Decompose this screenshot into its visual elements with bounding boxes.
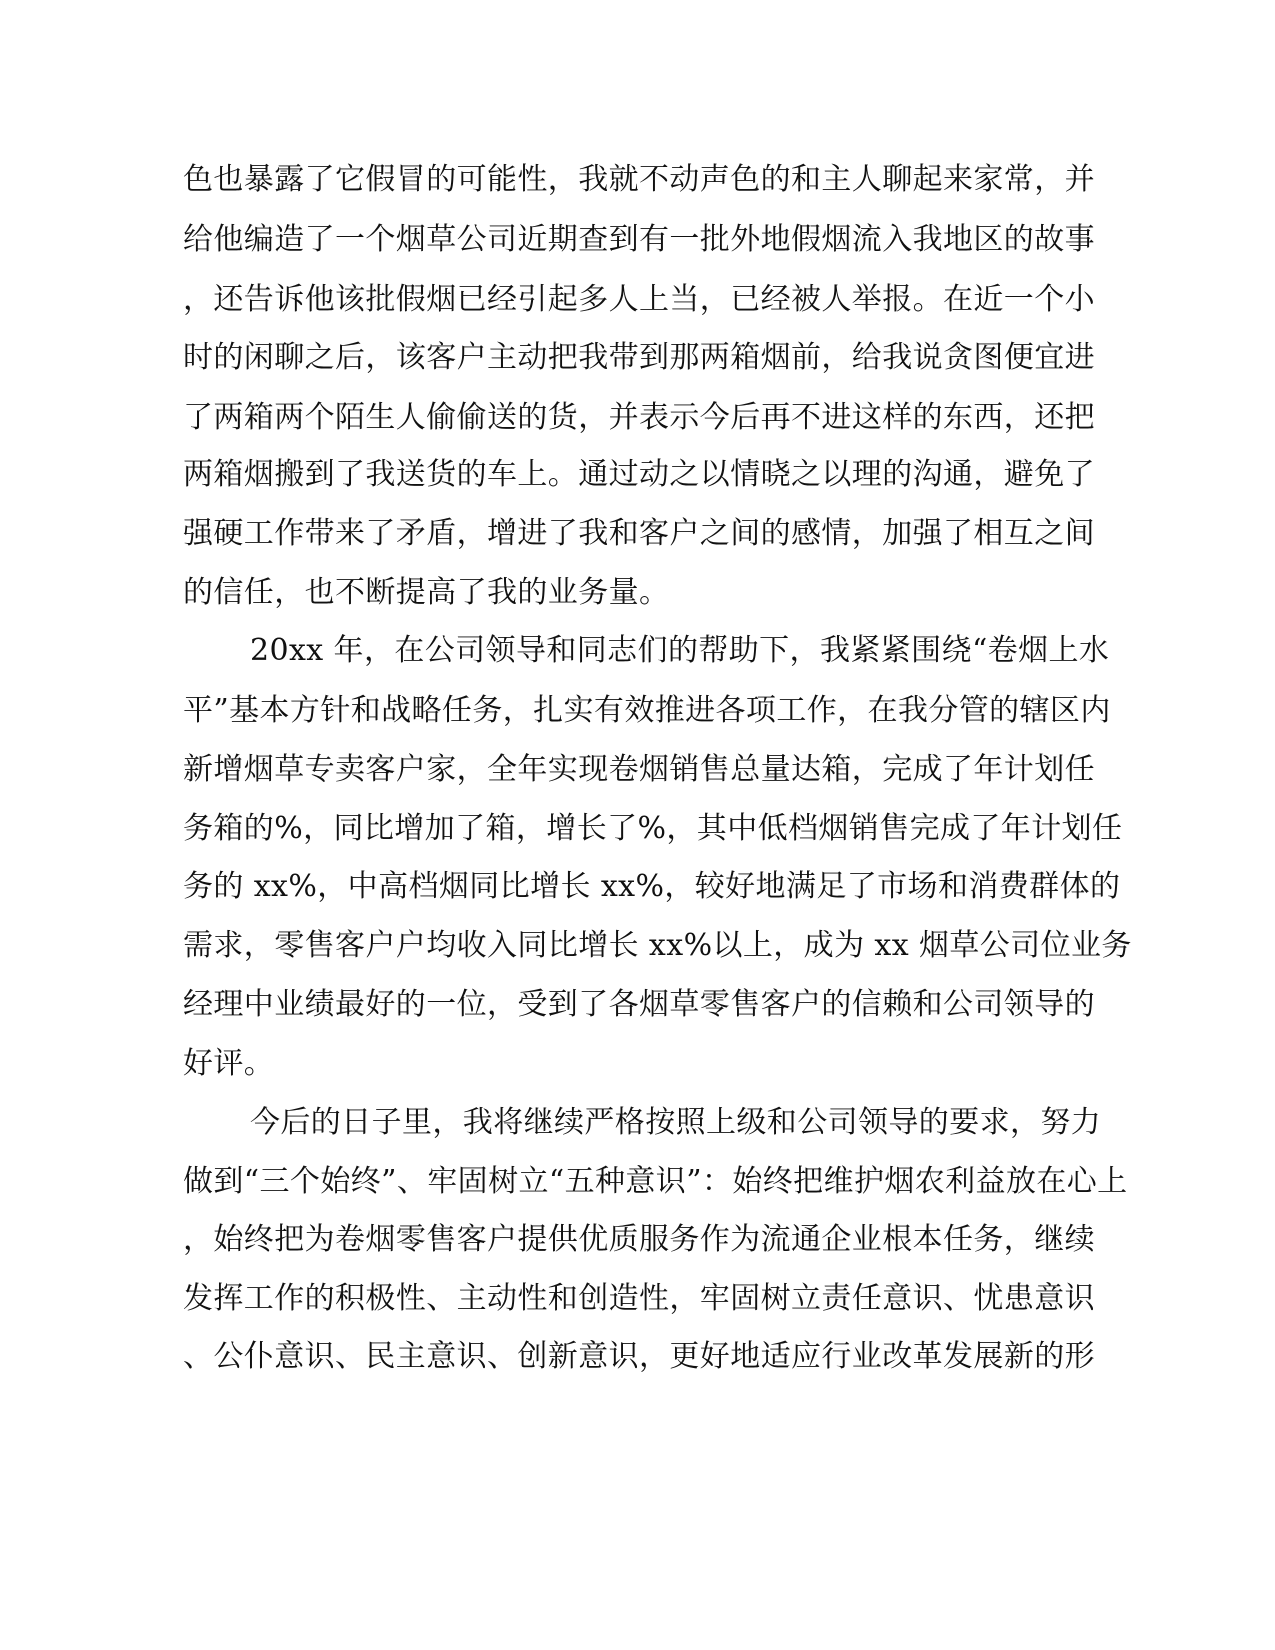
text-line: ，还告诉他该批假烟已经引起多人上当，已经被人举报。在近一个小	[183, 282, 1095, 317]
text-line: 平”基本方针和战略任务，扎实有效推进各项工作，在我分管的辖区内	[183, 693, 1111, 728]
text-line: 的信任，也不断提高了我的业务量。	[183, 575, 670, 610]
paragraph-first-line: 今后的日子里，我将继续严格按照上级和公司领导的要求，努力	[250, 1105, 1102, 1140]
text-line: 做到“三个始终”、牢固树立“五种意识”：始终把维护烟农利益放在心上	[183, 1164, 1128, 1199]
text-line: 务的 xx%，中高档烟同比增长 xx%，较好地满足了市场和消费群体的	[183, 869, 1121, 904]
text-line: 色也暴露了它假冒的可能性，我就不动声色的和主人聊起来家常，并	[183, 162, 1095, 197]
text-line: 了两箱两个陌生人偷偷送的货，并表示今后再不进这样的东西，还把	[183, 400, 1095, 435]
text-line: 务箱的%，同比增加了箱，增长了%，其中低档烟销售完成了年计划任	[183, 811, 1123, 846]
text-line: 时的闲聊之后，该客户主动把我带到那两箱烟前，给我说贪图便宜进	[183, 340, 1095, 375]
text-line: 给他编造了一个烟草公司近期查到有一批外地假烟流入我地区的故事	[183, 222, 1095, 257]
text-line: 、公仆意识、民主意识、创新意识，更好地适应行业改革发展新的形	[183, 1339, 1095, 1374]
text-line: 发挥工作的积极性、主动性和创造性，牢固树立责任意识、忧患意识	[183, 1281, 1095, 1316]
paragraph-first-line: 20xx 年，在公司领导和同志们的帮助下，我紧紧围绕“卷烟上水	[250, 633, 1110, 668]
text-line: ，始终把为卷烟零售客户提供优质服务作为流通企业根本任务，继续	[183, 1222, 1095, 1257]
text-line: 两箱烟搬到了我送货的车上。通过动之以情晓之以理的沟通，避免了	[183, 457, 1095, 492]
text-line: 好评。	[183, 1046, 275, 1081]
text-line: 强硬工作带来了矛盾，增进了我和客户之间的感情，加强了相互之间	[183, 516, 1095, 551]
text-line: 需求，零售客户户均收入同比增长 xx%以上，成为 xx 烟草公司位业务	[183, 928, 1132, 963]
text-line: 经理中业绩最好的一位，受到了各烟草零售客户的信赖和公司领导的	[183, 987, 1095, 1022]
text-line: 新增烟草专卖客户家，全年实现卷烟销售总量达箱，完成了年计划任	[183, 752, 1095, 787]
